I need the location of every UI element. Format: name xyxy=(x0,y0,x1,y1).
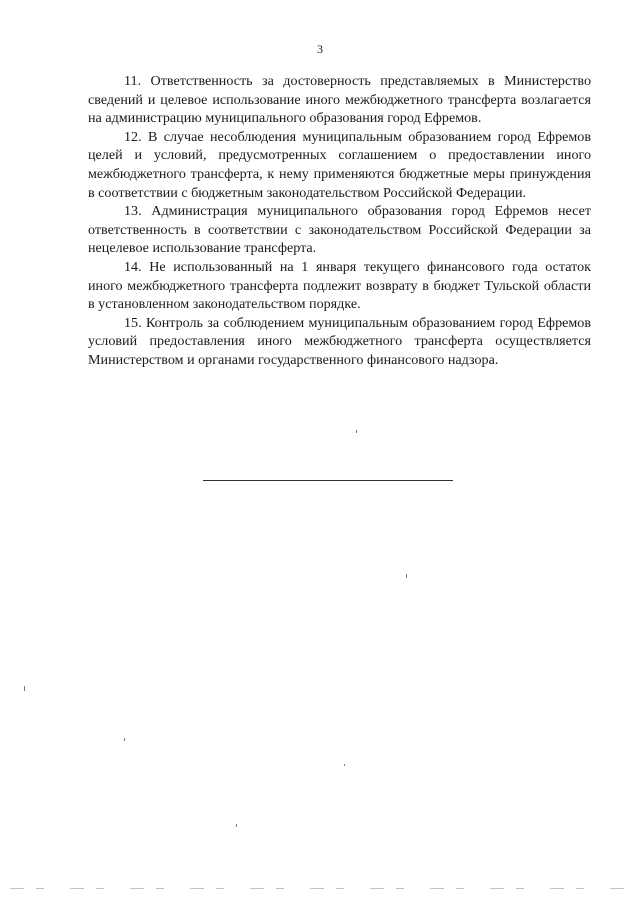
scan-edge-noise xyxy=(10,888,630,889)
paragraph-12: 12. В случае несоблюдения муниципальным образованием город Ефремов целей и условий, предусмотренных соглашением о предоставлении иного межбюджетного трансферта, к нему применяются бюджетные меры принуждения в соответствии с бюджетным законодательством Российской Федерации. xyxy=(88,128,591,201)
end-separator-line xyxy=(203,480,453,481)
paragraph-11: 11. Ответственность за достоверность представляемых в Министерство сведений и целевое использование иного межбюджетного трансферта возлагается на администрацию муниципального образования город Ефремов. xyxy=(88,73,591,127)
scan-speck xyxy=(356,430,357,433)
scan-speck xyxy=(406,574,407,578)
scan-speck xyxy=(124,738,125,741)
paragraph-15: 15. Контроль за соблюдением муниципальным образованием город Ефремов условий предоставления иного межбюджетного трансферта осуществляется Министерством и органами государственного финансового надзора. xyxy=(88,314,591,368)
page-number: 3 xyxy=(317,42,323,56)
paragraph-14: 14. Не использованный на 1 января текущего финансового года остаток иного межбюджетного трансферта подлежит возврату в бюджет Тульской области в установленном законодательством порядке. xyxy=(88,258,591,313)
scan-speck xyxy=(344,764,345,766)
document-body xyxy=(88,72,591,370)
paragraph-13: 13. Администрация муниципального образования город Ефремов несет ответственность в соответствии с законодательством Российской Федерации за нецелевое использование трансферта. xyxy=(88,203,591,257)
scan-speck xyxy=(24,686,25,691)
scan-speck xyxy=(236,824,237,827)
